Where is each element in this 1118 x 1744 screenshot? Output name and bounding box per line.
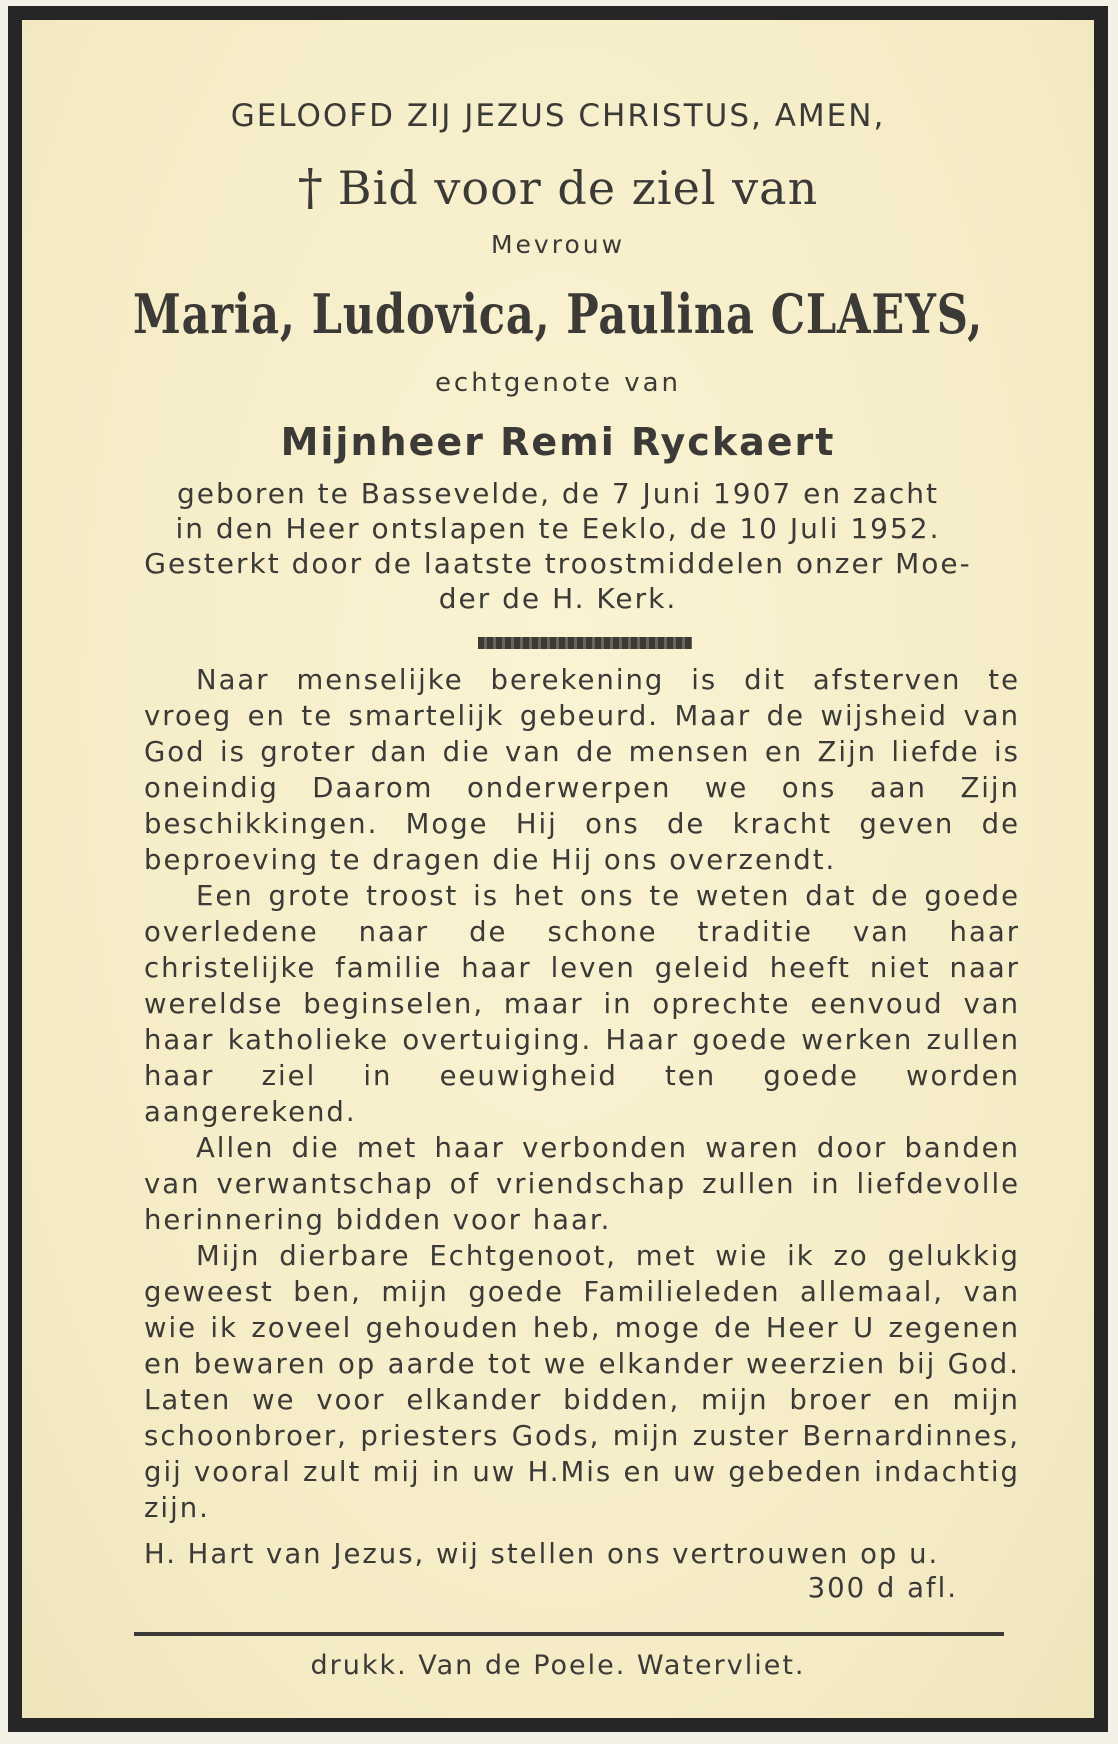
spouse-name: Mijnheer Remi Ryckaert (280, 420, 836, 464)
memorial-card (8, 6, 1108, 1732)
prayer-text: Bid voor de ziel van (337, 161, 819, 215)
ornament-divider (478, 637, 692, 649)
spouse-label: echtgenote van (434, 368, 682, 398)
bio-line: Gesterkt door de laatste troostmiddelen onzer Moe- (144, 547, 972, 580)
footer-rule (134, 1632, 1004, 1636)
card-paper (22, 20, 1094, 1718)
paragraph-text: Een grote troost is het ons te weten dat de goede overledene naar de schone traditie van haar christelijke familie haar leven geleid heeft niet naar wereldse beginselen, maar in oprechte eenvoud van haar katholieke overtuiging. Haar goede werken zullen haar ziel in eeuwigheid ten goede worden aangerekend. (144, 880, 1020, 1128)
indulgence-note: 300 d afl. (807, 1572, 958, 1604)
paragraph-text: Mijn dierbare Echtgenoot, met wie ik zo gelukkig geweest ben, mijn goede Familieleden allemaal, van wie ik zoveel gehouden heb, moge de Heer U zegenen en bewaren op aarde tot we elkander weerzien bij God. Laten we voor elkander bidden, mijn broer en mijn schoonbroer, priesters Gods, mijn zuster Bernardinnes, gij vooral zult mij in uw H.Mis en uw gebeden indachtig zijn. (144, 1240, 1020, 1524)
bio-line: in den Heer ontslapen te Eeklo, de 10 Juli 1952. (175, 512, 941, 545)
deceased-name: Maria, Ludovica, Paulina CLAEYS, (132, 282, 984, 346)
deceased-title: Mevrouw (490, 230, 626, 259)
printer-credit: drukk. Van de Poele. Watervliet. (310, 1650, 806, 1681)
paragraph-text: Naar menselijke berekening is dit afsterven te vroeg en te smartelijk gebeurd. Maar de wijsheid van God is groter dan die van de mensen en Zijn liefde is oneindig Daarom onderwerpen we ons aan Zijn beschikkingen. Moge Hij ons de kracht geven de beproeving te dragen die Hij ons overzendt. (144, 664, 1020, 876)
biography (142, 476, 974, 616)
bio-line: geboren te Bassevelde, de 7 Juni 1907 en zacht (177, 477, 939, 510)
cross-icon: † (297, 158, 324, 216)
paragraph-2 (144, 878, 1020, 1130)
prayer-line (22, 158, 1094, 216)
closing-prayer: H. Hart van Jezus, wij stellen ons vertrouwen op u. (144, 1538, 940, 1570)
paragraph-3 (144, 1130, 1020, 1238)
paragraph-4 (144, 1238, 1020, 1526)
paragraph-text: Allen die met haar verbonden waren door banden van verwantschap of vriendschap zullen in liefdevolle herinnering bidden voor haar. (144, 1132, 1020, 1236)
paragraph-1 (144, 662, 1020, 878)
header-invocation: GELOOFD ZIJ JEZUS CHRISTUS, AMEN, (230, 98, 886, 134)
bio-line: der de H. Kerk. (438, 582, 678, 615)
